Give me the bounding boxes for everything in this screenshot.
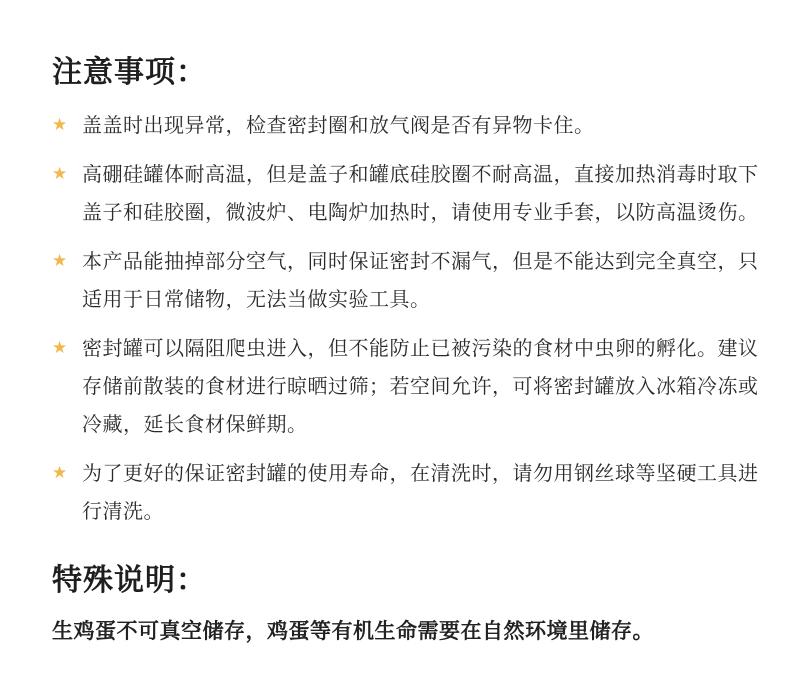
note-text: 高硼硅罐体耐高温，但是盖子和罐底硅胶圈不耐高温，直接加热消毒时取下盖子和硅胶圈，微波炉、电陶炉加热时，请使用专业手套，以防高温烫伤。 bbox=[82, 162, 759, 224]
star-icon: ★ bbox=[52, 251, 68, 271]
star-icon: ★ bbox=[52, 164, 68, 184]
note-item bbox=[52, 454, 762, 530]
note-text: 本产品能抽掉部分空气，同时保证密封不漏气，但是不能达到完全真空，只适用于日常储物，无法当做实验工具。 bbox=[82, 249, 759, 311]
star-icon: ★ bbox=[52, 463, 68, 483]
note-item bbox=[52, 155, 762, 231]
special-text: 生鸡蛋不可真空储存，鸡蛋等有机生命需要在自然环境里储存。 bbox=[52, 619, 654, 643]
note-item bbox=[52, 329, 762, 443]
star-icon: ★ bbox=[52, 338, 68, 358]
notes-heading: 注意事项： bbox=[52, 55, 207, 90]
note-item bbox=[52, 242, 762, 318]
star-icon: ★ bbox=[52, 115, 68, 135]
special-heading: 特殊说明： bbox=[52, 563, 207, 598]
note-text: 密封罐可以隔阻爬虫进入，但不能防止已被污染的食材中虫卵的孵化。建议存储前散装的食材进行晾晒过筛；若空间允许，可将密封罐放入冰箱冷冻或冷藏，延长食材保鲜期。 bbox=[82, 336, 759, 436]
notes-list bbox=[52, 106, 762, 541]
note-item bbox=[52, 106, 762, 144]
note-text: 为了更好的保证密封罐的使用寿命，在清洗时，请勿用钢丝球等坚硬工具进行清洗。 bbox=[82, 461, 759, 523]
note-text: 盖盖时出现异常，检查密封圈和放气阀是否有异物卡住。 bbox=[82, 113, 595, 137]
